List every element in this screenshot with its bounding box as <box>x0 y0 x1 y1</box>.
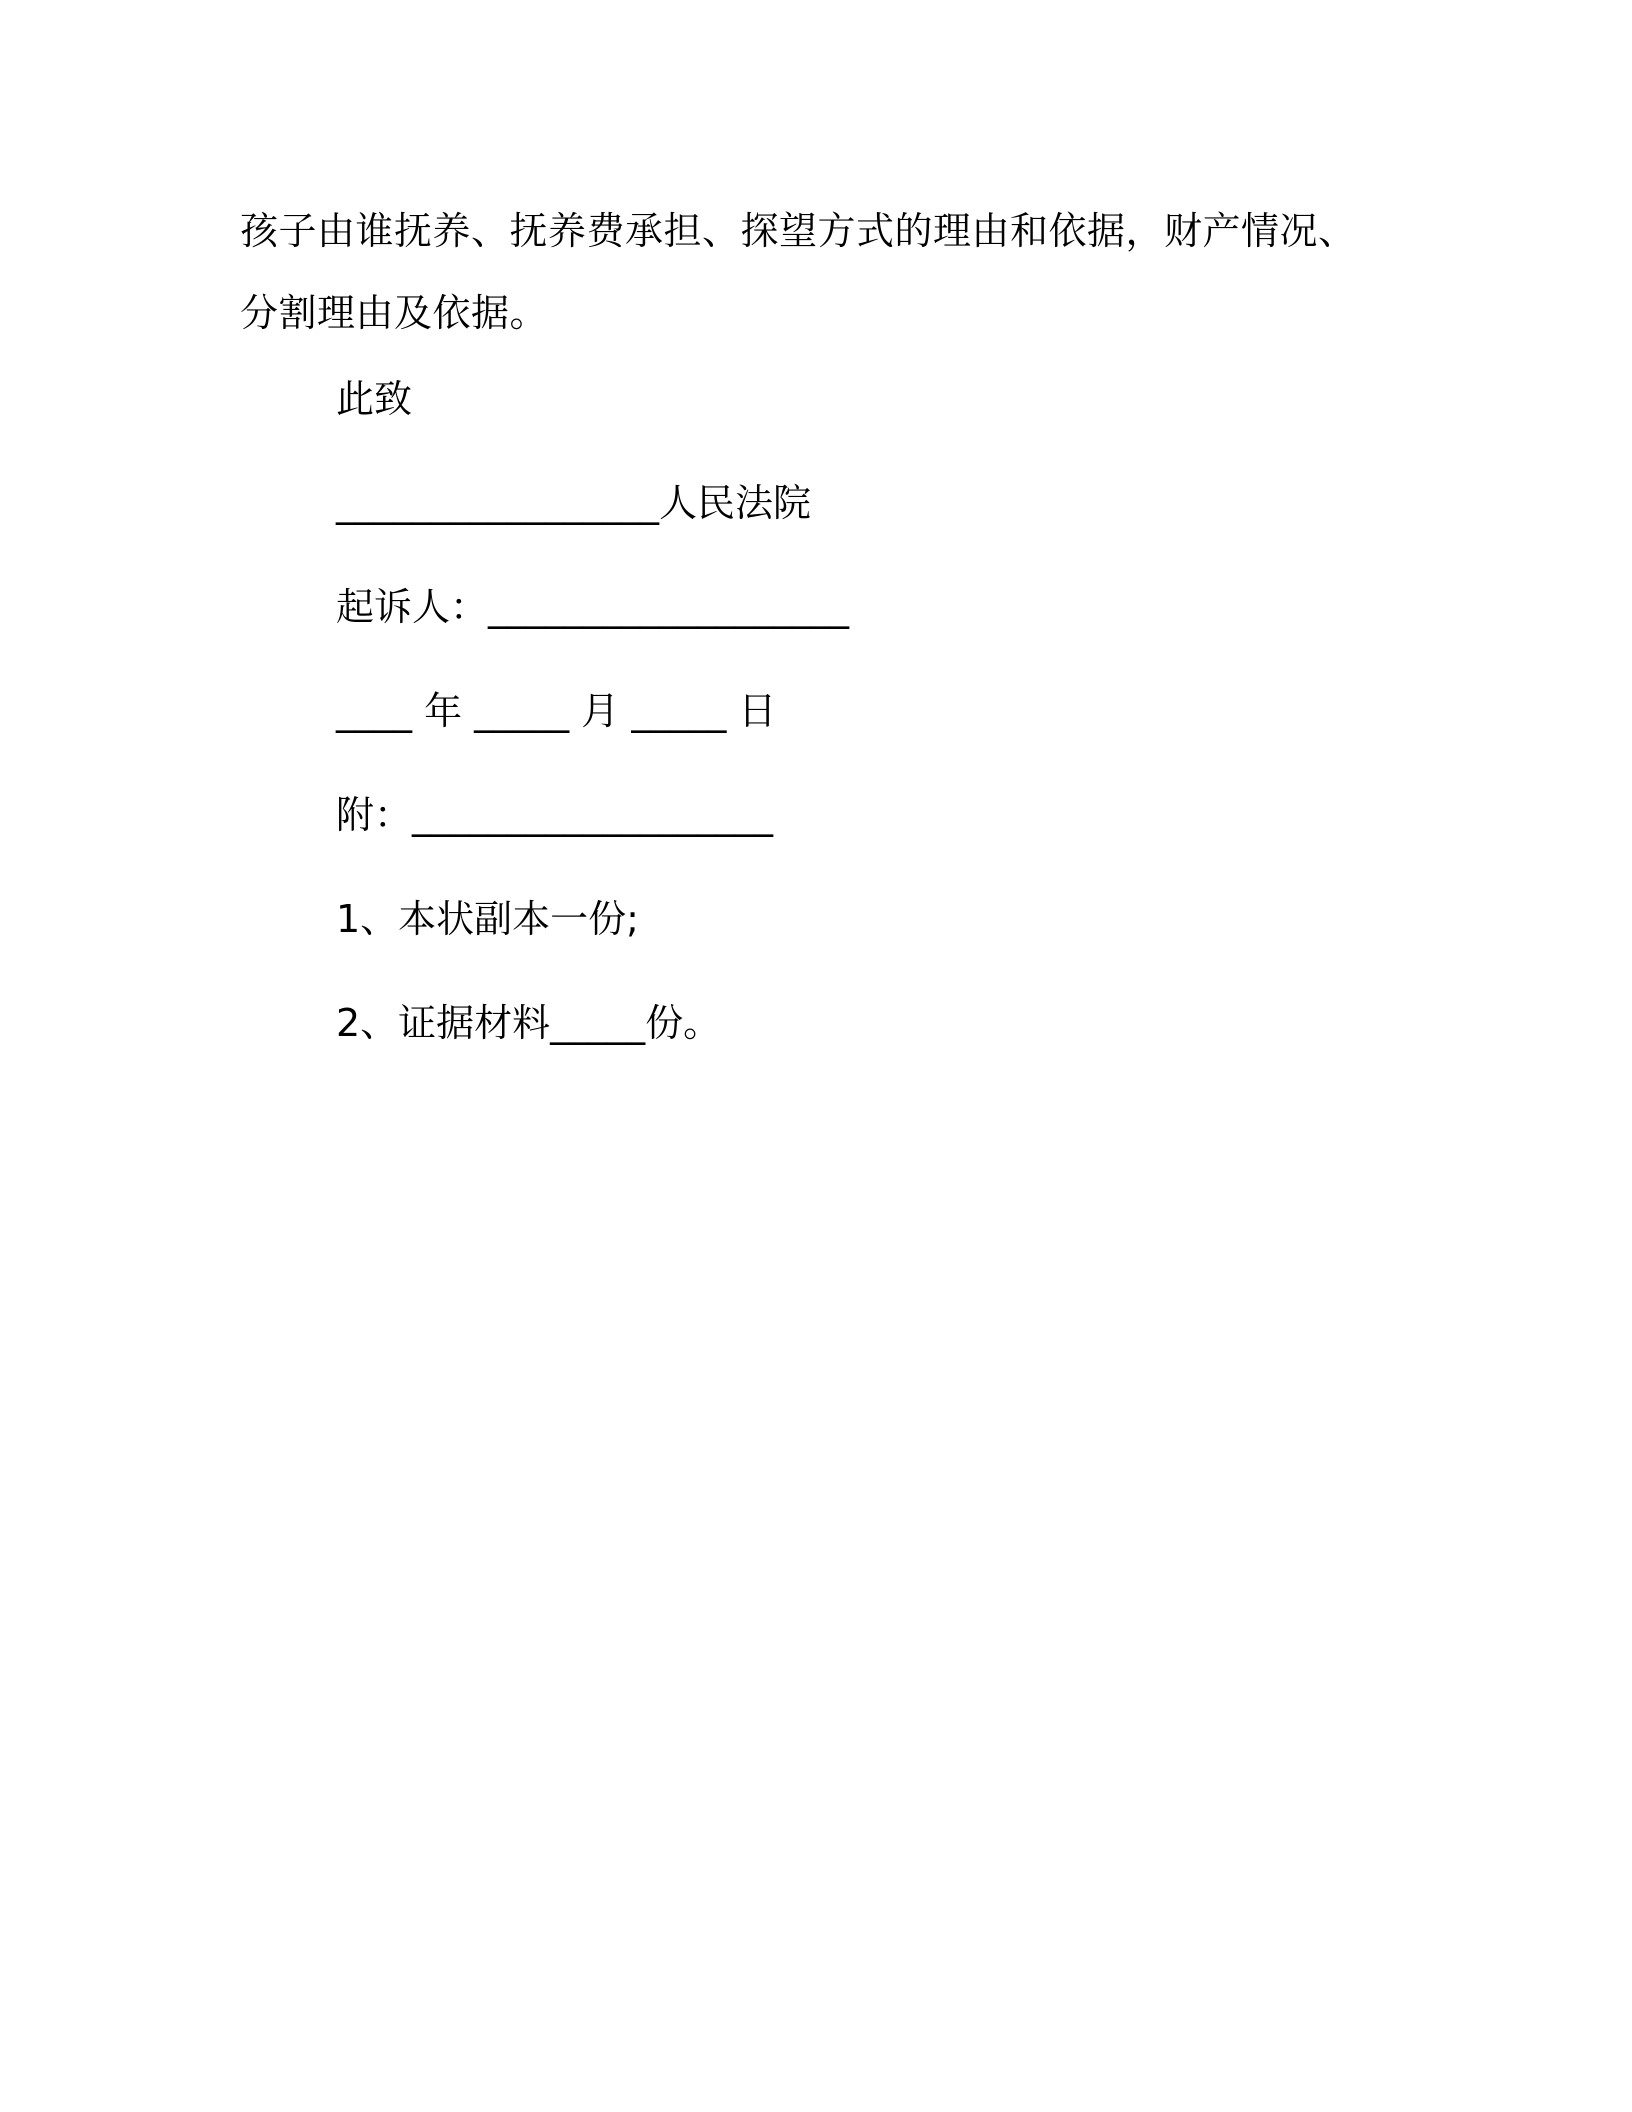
body-paragraph: 孩子由谁抚养、抚养费承担、探望方式的理由和依据，财产情况、分割理由及依据。 <box>240 209 1357 335</box>
date-line: ____ 年 _____ 月 _____ 日 <box>336 689 777 733</box>
attachment-line: 附：___________________ <box>336 793 774 837</box>
salutation: 此致 <box>336 377 413 421</box>
court-line: _________________人民法院 <box>336 481 812 525</box>
attachment-item-2: 2、证据材料_____份。 <box>336 1001 722 1045</box>
attachment-item-1: 1、本状副本一份; <box>336 897 639 941</box>
plaintiff-line: 起诉人：___________________ <box>336 585 850 629</box>
